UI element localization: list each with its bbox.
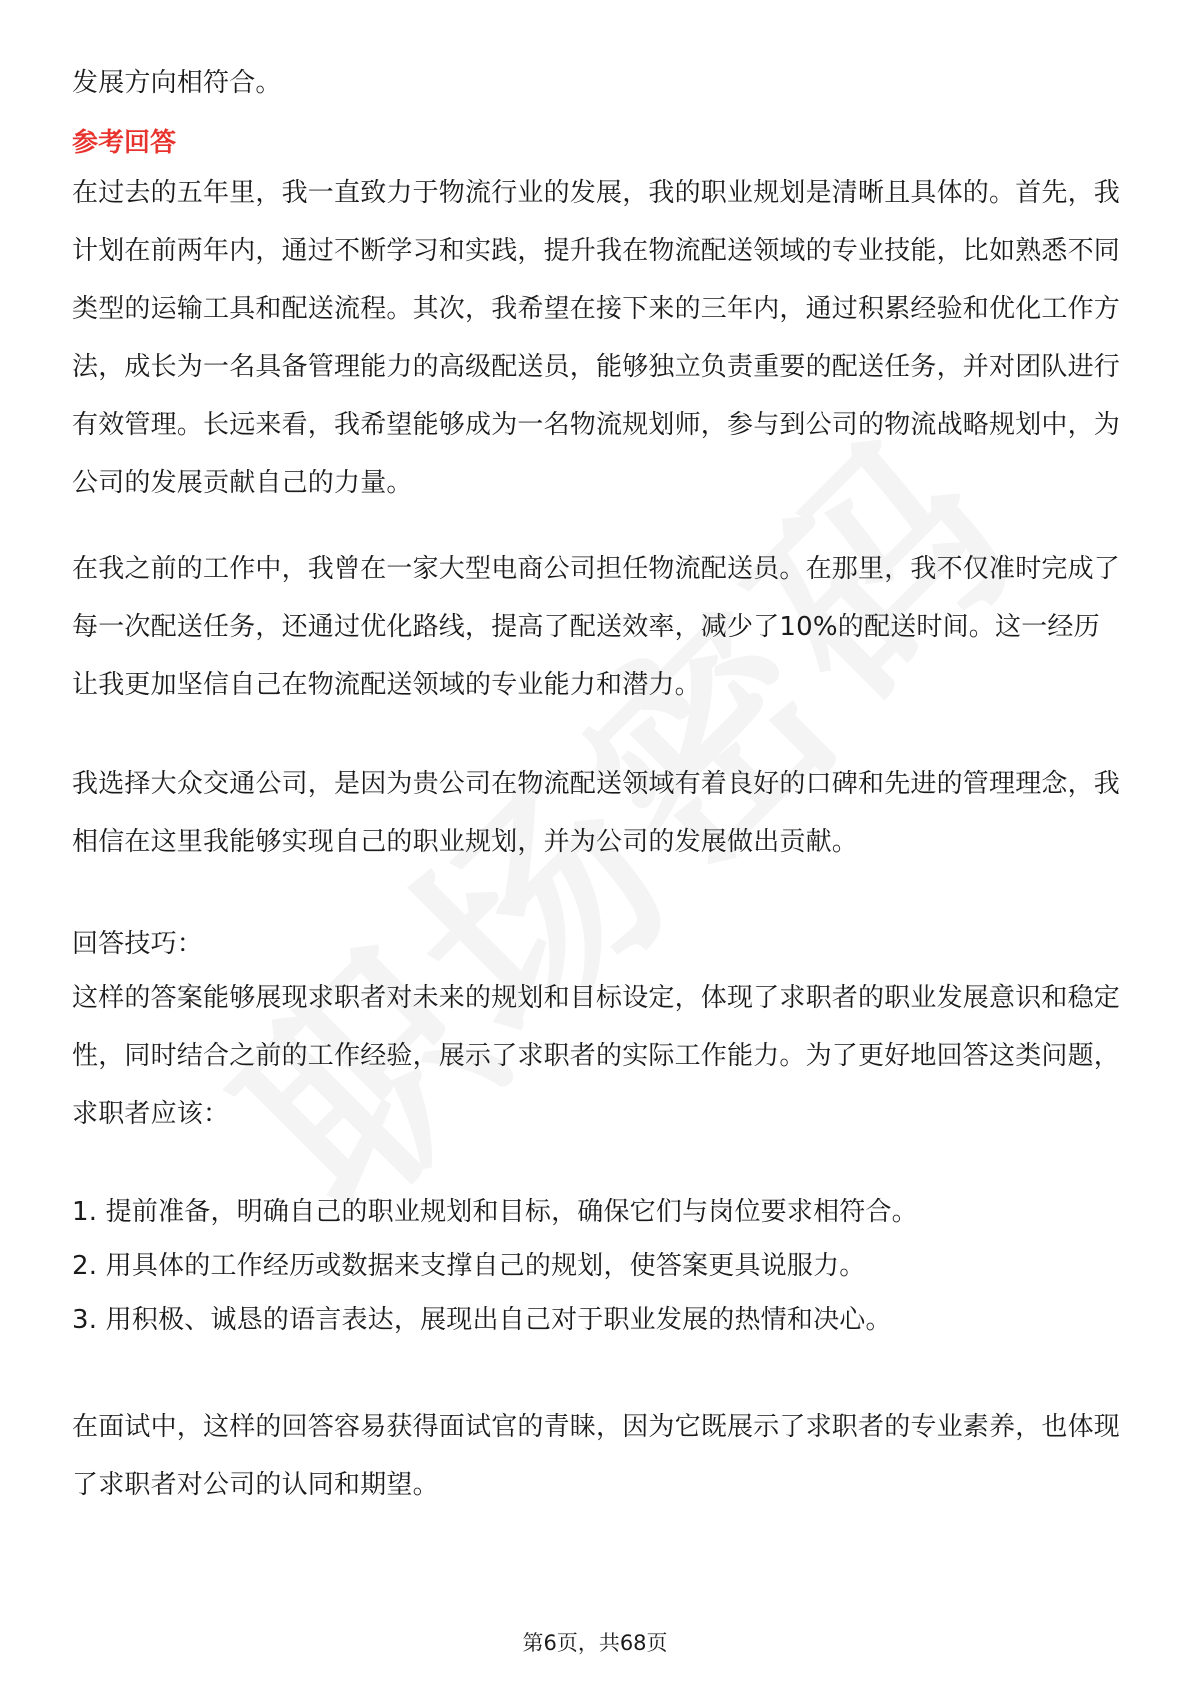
tips-list-item-3: 3. 用积极、诚恳的语言表达，展现出自己对于职业发展的热情和决心。	[72, 1305, 892, 1335]
tips-intro-paragraph: 这样的答案能够展现求职者对未来的规划和目标设定，体现了求职者的职业发展意识和稳定性，同时结合之前的工作经验，展示了求职者的实际工作能力。为了更好地回答这类问题，求职者应该：	[72, 983, 1121, 1129]
tips-heading: 回答技巧：	[72, 929, 204, 959]
answer-paragraph-2: 在我之前的工作中，我曾在一家大型电商公司担任物流配送员。在那里，我不仅准时完成了每一次配送任务，还通过优化路线，提高了配送效率，减少了10%的配送时间。这一经历让我更加坚信自己在物流配送领域的专业能力和潜力。	[72, 554, 1121, 700]
tips-conclusion-paragraph: 在面试中，这样的回答容易获得面试官的青睐，因为它既展示了求职者的专业素养，也体现了求职者对公司的认同和期望。	[72, 1412, 1121, 1500]
tips-list-item-1: 1. 提前准备，明确自己的职业规划和目标，确保它们与岗位要求相符合。	[72, 1197, 918, 1227]
answer-paragraph-3: 我选择大众交通公司，是因为贵公司在物流配送领域有着良好的口碑和先进的管理理念，我相信在这里我能够实现自己的职业规划，并为公司的发展做出贡献。	[72, 769, 1121, 857]
page-number-footer: 第6页，共68页	[522, 1631, 668, 1655]
intro-tail-text: 发展方向相符合。	[72, 68, 282, 98]
reference-answer-heading: 参考回答	[72, 128, 177, 158]
answer-paragraph-1: 在过去的五年里，我一直致力于物流行业的发展，我的职业规划是清晰且具体的。首先，我计划在前两年内，通过不断学习和实践，提升我在物流配送领域的专业技能，比如熟悉不同类型的运输工具和配送流程。其次，我希望在接下来的三年内，通过积累经验和优化工作方法，成长为一名具备管理能力的高级配送员，能够独立负责重要的配送任务，并对团队进行有效管理。长远来看，我希望能够成为一名物流规划师，参与到公司的物流战略规划中，为公司的发展贡献自己的力量。	[72, 178, 1121, 498]
tips-list-item-2: 2. 用具体的工作经历或数据来支撑自己的规划，使答案更具说服力。	[72, 1251, 866, 1281]
